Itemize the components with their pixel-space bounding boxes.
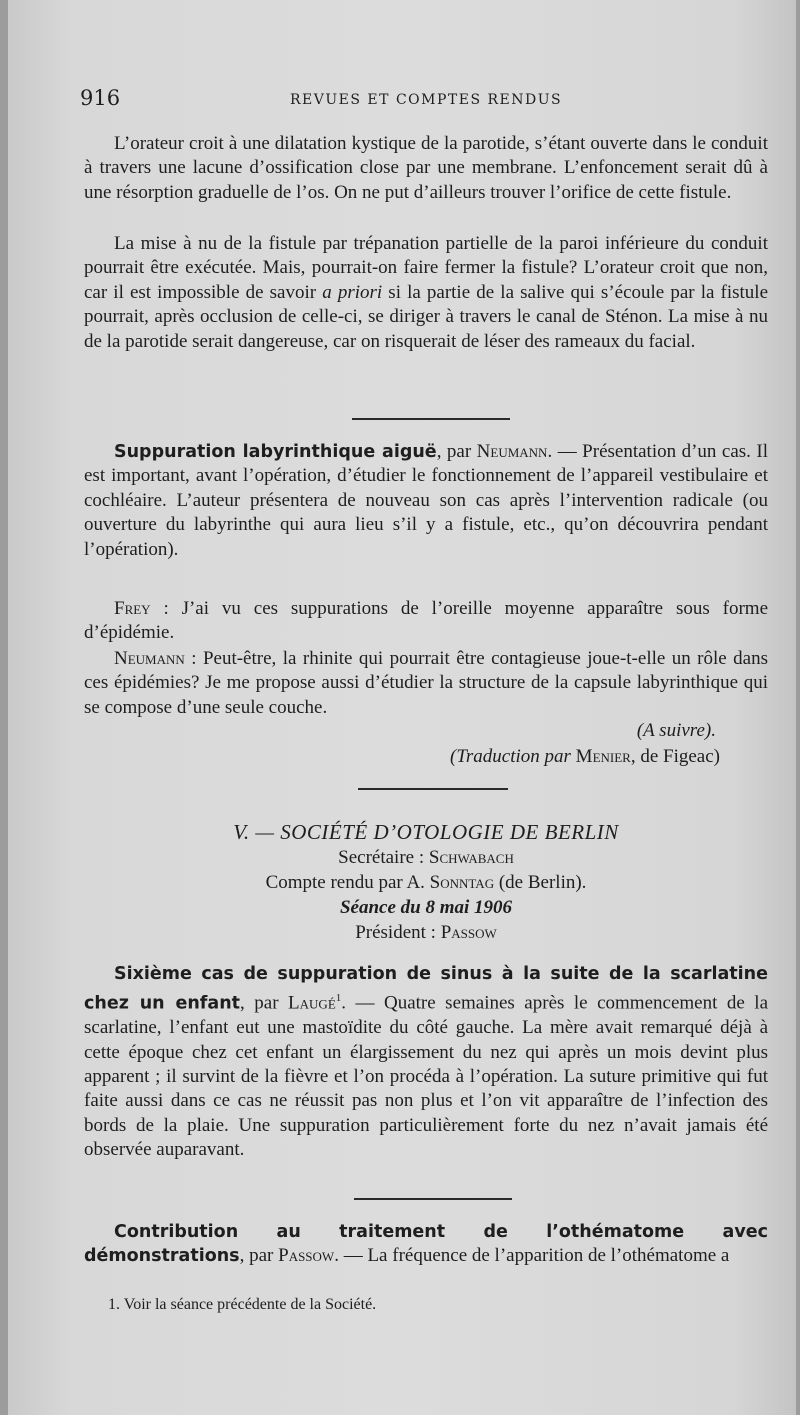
section-title: Contribution au traitement de l’othématome avec démonstrations	[84, 1222, 768, 1267]
translation-credit	[84, 745, 720, 769]
secretary-label: Secrétaire :	[338, 847, 429, 868]
society-president	[84, 921, 768, 945]
section-text: . — La fréquence de l’apparition de l’othématome a	[334, 1245, 730, 1267]
section-par: , par	[240, 992, 289, 1014]
session-date	[84, 896, 768, 920]
society-secretary	[84, 846, 768, 870]
footnote-marker: 1	[335, 992, 342, 1005]
section-text: . — Quatre semaines après le commencement de la scarlatine, l’enfant eut une mastoïdite du côté gauche. La mère avait remarqué déjà à cette époque chez cet enfant un élargissement du nez qui après un mois devint plus apparent ; il survint de la fièvre et l’on procéda à l’opération. La suture primitive qui fut faite aussi dans ce cas ne réussit pas non plus et l’on vit apparaître de l’infection des bords de la plaie. Une suppuration particulièrement forte du nez n’avait jamais été observée auparavant.	[84, 992, 768, 1161]
translation-b: , de Figeac)	[630, 746, 720, 767]
section-othematome	[84, 1220, 768, 1269]
paragraph-parotide: L’orateur croit à une dilatation kystique de la parotide, s’étant ouverte dans le conduit à travers une lacune d’ossification close par une membrane. L’enfoncement serait dû à une résorption graduelle de l’os. On ne put d’ailleurs trouver l’orifice de cette fistule.	[84, 133, 768, 203]
secretary-name: Schwabach	[428, 847, 514, 868]
section-text: . — Présentation d’un cas. Il est important, avant l’opération, d’étudier le fonctionnement de l’appareil vestibulaire et cochléaire. L’auteur présentera de nouveau son cas après l’intervention radicale (ou ouverture du labyrinthe qui aura lieu s’il y a fistule, etc., qu’on découvrira pendant l’opération).	[84, 441, 768, 560]
translation-a: (Traduction par	[450, 746, 576, 767]
reporter-name: Sonntag	[429, 872, 495, 893]
page-number: 916	[80, 86, 121, 110]
translator-name: Menier	[575, 746, 631, 767]
paragraph-fistule-em: a priori	[322, 281, 383, 303]
discussion-neumann	[84, 647, 768, 720]
section-par: , par	[239, 1245, 279, 1267]
running-title: REVUES ET COMPTES RENDUS	[290, 92, 563, 108]
discussion-frey	[84, 597, 768, 646]
section-divider	[354, 1198, 512, 1200]
society-heading	[84, 820, 768, 846]
footnote: 1. Voir la séance précédente de la Société.	[108, 1296, 377, 1313]
author-name: Laugé	[288, 992, 336, 1014]
speaker-text: : Peut-être, la rhinite qui pourrait être contagieuse joue-t-elle un rôle dans ces épidémies? Je me propose aussi d’étudier la structure de la capsule labyrinthique qui se compose d’une seule couche.	[84, 648, 768, 718]
book-page	[8, 0, 796, 1415]
author-name: Passow	[278, 1245, 335, 1267]
running-header	[80, 86, 770, 116]
section-title: Suppuration labyrinthique aiguë	[114, 442, 437, 462]
section-divider	[352, 418, 510, 420]
report-label: Compte rendu par A.	[265, 872, 430, 893]
author-name: Neumann	[476, 441, 548, 462]
paragraph-fistule-b: si la partie de la salive qui s’écoule par la fistule pourrait, après occlusion de celle-ci, se diriger à travers le canal de Sténon. La mise à nu de la parotide serait dangereuse, car on risquerait de léser des rameaux du facial.	[84, 281, 769, 352]
paragraph-fistule-a: La mise à nu de la fistule par trépanation partielle de la paroi inférieure du conduit pourrait être exécutée. Mais, pourrait-on faire fermer la fistule? L’orateur croit que non, car il est impossible de savoir	[84, 233, 768, 303]
session-date-text: Séance du 8 mai 1906	[339, 897, 513, 918]
president-name: Passow	[440, 922, 497, 943]
report-tail: (de Berlin).	[494, 872, 587, 893]
society-reporter	[84, 871, 768, 895]
speaker-name: Frey	[114, 598, 151, 619]
section-sinus-scarlatine	[84, 962, 768, 1163]
section-suppuration-labyrinthique	[84, 440, 768, 562]
section-par: , par	[436, 441, 477, 462]
speaker-name: Neumann	[114, 648, 185, 669]
a-suivre	[84, 719, 716, 743]
speaker-text: : J’ai vu ces suppurations de l’oreille moyenne apparaître sous forme d’épidémie.	[84, 598, 768, 644]
section-title: Sixième cas de suppuration de sinus à la suite de la scarlatine chez un enfant	[84, 964, 768, 1014]
president-label: Président :	[355, 922, 441, 943]
section-divider	[358, 788, 508, 790]
paragraph-fistule	[84, 232, 768, 354]
a-suivre-text: (A suivre).	[636, 720, 716, 741]
society-title: V. — SOCIÉTÉ D’OTOLOGIE DE BERLIN	[233, 820, 619, 844]
